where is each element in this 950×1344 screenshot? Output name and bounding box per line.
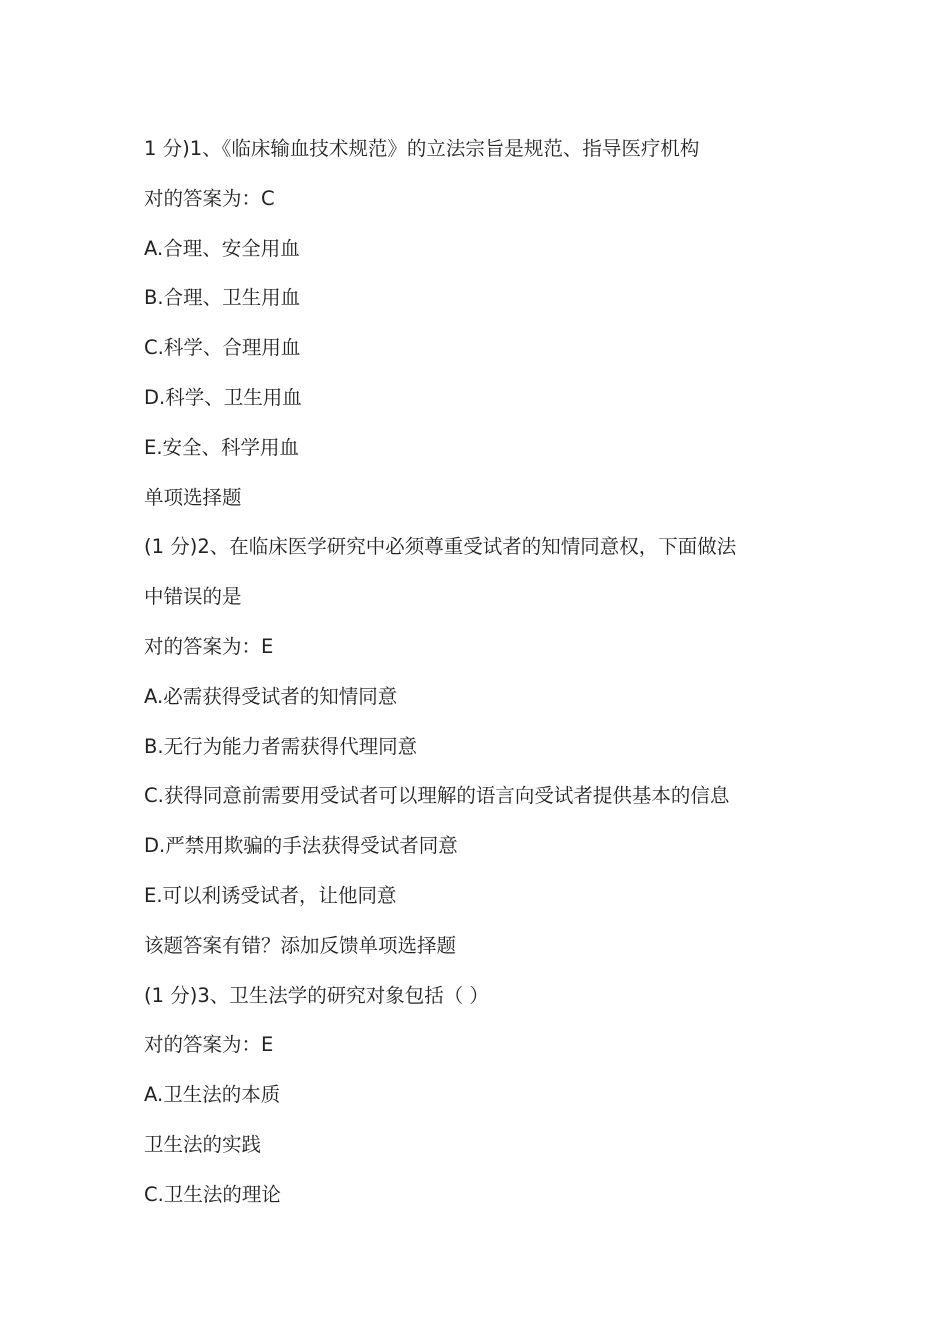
document-body — [144, 131, 824, 1227]
option-text: 卫生法的实践 — [144, 1132, 262, 1156]
option-d: D.科学、卫生用血 — [144, 385, 302, 409]
question-1-text: 1 分)1、《临床输血技术规范》的立法宗旨是规范、指导医疗机构 — [144, 137, 700, 160]
option-c: C.科学、合理用血 — [144, 336, 301, 360]
question-3-text: (1 分)3、卫生法学的研究对象包括（ ） — [144, 983, 489, 1007]
option-a: A.卫生法的本质 — [144, 1083, 281, 1107]
option-b: B.无行为能力者需获得代理同意 — [144, 734, 418, 758]
option-e: E.安全、科学用血 — [144, 435, 300, 459]
option-b: B.合理、卫生用血 — [144, 286, 301, 310]
feedback-text: 该题答案有错？添加反馈单项选择题 — [144, 933, 457, 957]
option-e: E.可以利诱受试者，让他同意 — [144, 883, 397, 907]
question-2-text: (1 分)2、在临床医学研究中必须尊重受试者的知情同意权，下面做法 — [144, 535, 737, 559]
option-c: C.获得同意前需要用受试者可以理解的语言向受试者提供基本的信息 — [144, 784, 730, 808]
question-type: 单项选择题 — [144, 485, 242, 509]
answer-label: 对的答案为：E — [144, 634, 274, 658]
option-d: D.严禁用欺骗的手法获得受试者同意 — [144, 834, 458, 858]
question-2-text-continued: 中错误的是 — [144, 585, 242, 609]
option-a: A.合理、安全用血 — [144, 236, 300, 260]
answer-label: 对的答案为：C — [144, 186, 275, 210]
option-a: A.必需获得受试者的知情同意 — [144, 684, 398, 708]
option-c: C.卫生法的理论 — [144, 1182, 281, 1206]
answer-label: 对的答案为：E — [144, 1033, 274, 1057]
